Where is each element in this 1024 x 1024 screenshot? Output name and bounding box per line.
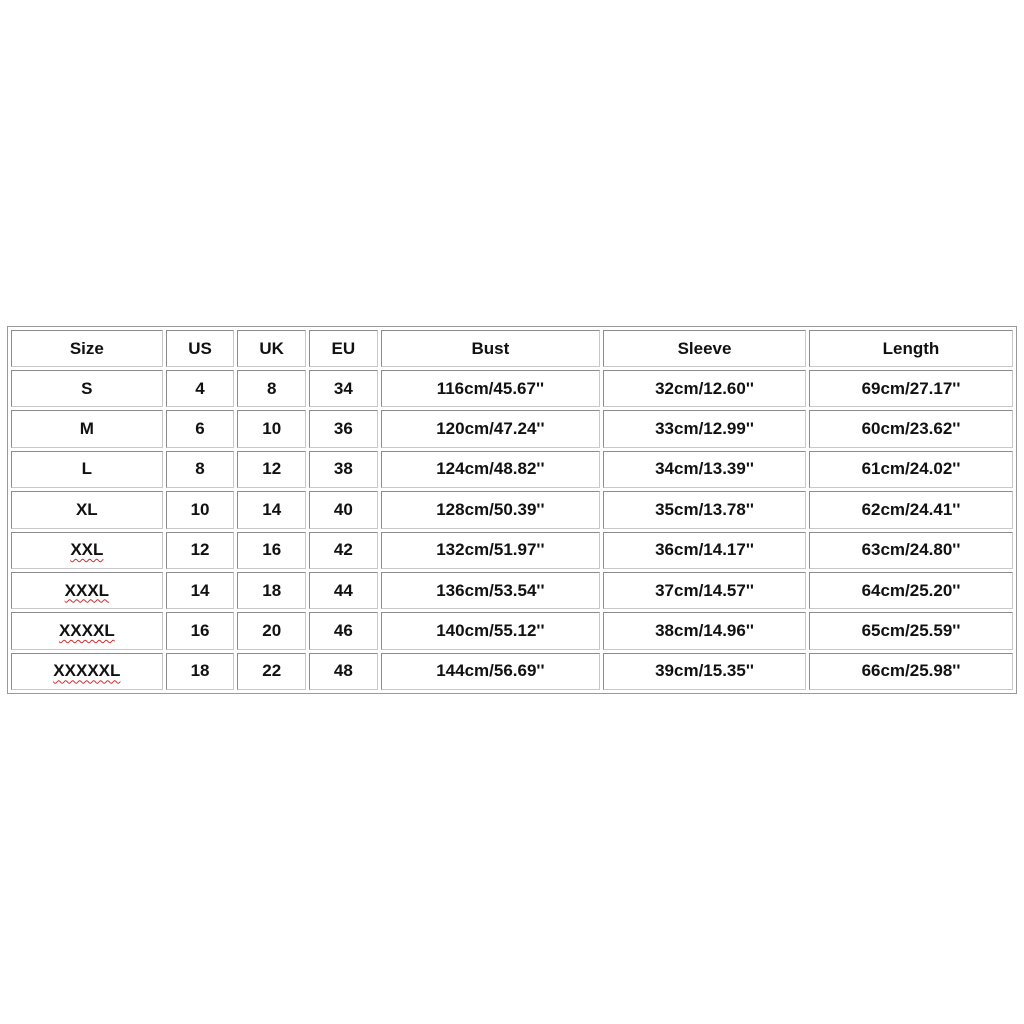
- cell-uk: 8: [237, 370, 306, 407]
- table-row: [11, 451, 1013, 488]
- cell-length: 63cm/24.80'': [809, 532, 1013, 569]
- cell-bust: 140cm/55.12'': [381, 612, 600, 649]
- cell-eu: 48: [309, 653, 378, 690]
- table-body: [11, 370, 1013, 690]
- cell-bust: 116cm/45.67'': [381, 370, 600, 407]
- cell-size: [11, 612, 163, 649]
- cell-uk: 12: [237, 451, 306, 488]
- size-label: S: [81, 378, 93, 398]
- cell-length: 60cm/23.62'': [809, 410, 1013, 447]
- cell-eu: 42: [309, 532, 378, 569]
- cell-uk: 20: [237, 612, 306, 649]
- table-row: [11, 410, 1013, 447]
- cell-length: 65cm/25.59'': [809, 612, 1013, 649]
- cell-us: 10: [166, 491, 235, 528]
- cell-uk: 16: [237, 532, 306, 569]
- table-row: [11, 491, 1013, 528]
- header-length: Length: [809, 330, 1013, 367]
- cell-size: [11, 491, 163, 528]
- size-label: XL: [75, 499, 98, 519]
- cell-bust: 124cm/48.82'': [381, 451, 600, 488]
- cell-size: [11, 653, 163, 690]
- table-row: [11, 572, 1013, 609]
- header-eu: EU: [309, 330, 378, 367]
- cell-uk: 22: [237, 653, 306, 690]
- cell-length: 62cm/24.41'': [809, 491, 1013, 528]
- size-label: XXXL: [64, 580, 110, 600]
- header-us: US: [166, 330, 235, 367]
- cell-bust: 132cm/51.97'': [381, 532, 600, 569]
- cell-length: 69cm/27.17'': [809, 370, 1013, 407]
- cell-eu: 38: [309, 451, 378, 488]
- table-row: [11, 612, 1013, 649]
- cell-us: 14: [166, 572, 235, 609]
- cell-uk: 14: [237, 491, 306, 528]
- cell-sleeve: 37cm/14.57'': [603, 572, 806, 609]
- cell-eu: 40: [309, 491, 378, 528]
- cell-us: 8: [166, 451, 235, 488]
- size-label: XXXXXL: [53, 661, 121, 681]
- size-label: XXL: [70, 540, 104, 560]
- cell-bust: 128cm/50.39'': [381, 491, 600, 528]
- cell-uk: 10: [237, 410, 306, 447]
- cell-bust: 136cm/53.54'': [381, 572, 600, 609]
- header-row: [11, 330, 1013, 367]
- cell-uk: 18: [237, 572, 306, 609]
- header-bust: Bust: [381, 330, 600, 367]
- table-row: [11, 653, 1013, 690]
- cell-sleeve: 36cm/14.17'': [603, 532, 806, 569]
- cell-sleeve: 34cm/13.39'': [603, 451, 806, 488]
- cell-bust: 144cm/56.69'': [381, 653, 600, 690]
- cell-eu: 36: [309, 410, 378, 447]
- cell-size: [11, 532, 163, 569]
- cell-size: [11, 572, 163, 609]
- header-sleeve: Sleeve: [603, 330, 806, 367]
- size-label: M: [79, 419, 94, 439]
- cell-sleeve: 38cm/14.96'': [603, 612, 806, 649]
- cell-length: 64cm/25.20'': [809, 572, 1013, 609]
- cell-sleeve: 33cm/12.99'': [603, 410, 806, 447]
- table-row: [11, 532, 1013, 569]
- cell-eu: 44: [309, 572, 378, 609]
- cell-length: 61cm/24.02'': [809, 451, 1013, 488]
- size-chart: [7, 326, 1017, 694]
- cell-bust: 120cm/47.24'': [381, 410, 600, 447]
- cell-sleeve: 32cm/12.60'': [603, 370, 806, 407]
- cell-size: [11, 410, 163, 447]
- cell-eu: 34: [309, 370, 378, 407]
- cell-sleeve: 35cm/13.78'': [603, 491, 806, 528]
- cell-us: 4: [166, 370, 235, 407]
- size-label: L: [81, 459, 93, 479]
- cell-sleeve: 39cm/15.35'': [603, 653, 806, 690]
- cell-us: 12: [166, 532, 235, 569]
- cell-size: [11, 451, 163, 488]
- cell-us: 16: [166, 612, 235, 649]
- cell-size: [11, 370, 163, 407]
- cell-us: 6: [166, 410, 235, 447]
- cell-eu: 46: [309, 612, 378, 649]
- header-uk: UK: [237, 330, 306, 367]
- size-table: [8, 327, 1016, 693]
- cell-us: 18: [166, 653, 235, 690]
- cell-length: 66cm/25.98'': [809, 653, 1013, 690]
- table-row: [11, 370, 1013, 407]
- size-label: XXXXL: [58, 620, 115, 640]
- header-size: Size: [11, 330, 163, 367]
